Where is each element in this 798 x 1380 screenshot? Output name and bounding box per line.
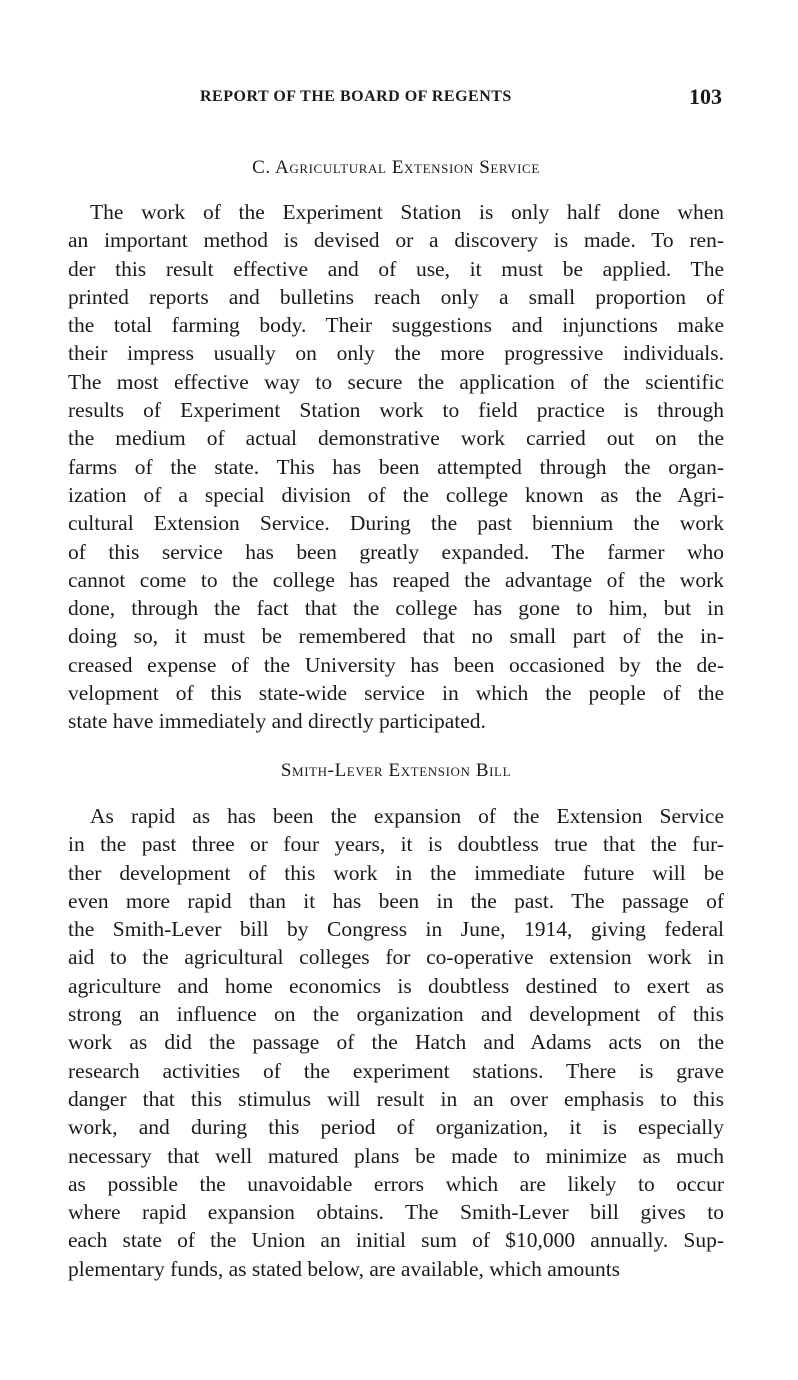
paragraph-agricultural-extension (68, 198, 724, 736)
text-line: farms of the state. This has been attempted through the organ- (68, 454, 724, 479)
text-line: state have immediately and directly participated. (68, 709, 486, 734)
text-line: research activities of the experiment stations. There is grave (68, 1058, 724, 1083)
text-line: The work of the Experiment Station is only half done when (90, 200, 724, 224)
text-line: ization of a special division of the college known as the Agri- (68, 482, 724, 507)
text-line: of this service has been greatly expanded. The farmer who (68, 539, 724, 564)
text-line: their impress usually on only the more progressive individuals. (68, 341, 724, 366)
text-line: necessary that well matured plans be made to minimize as much (68, 1143, 724, 1168)
page-header (68, 86, 724, 116)
text-line: cultural Extension Service. During the past biennium the work (68, 511, 724, 536)
text-line: strong an influence on the organization and development of this (68, 1002, 724, 1027)
page-number: 103 (689, 84, 722, 109)
text-line: agriculture and home economics is doubtless destined to exert as (68, 973, 724, 998)
text-line: as possible the unavoidable errors which are likely to occur (68, 1171, 724, 1196)
text-line: ther development of this work in the immediate future will be (68, 860, 724, 885)
text-line: the medium of actual demonstrative work carried out on the (68, 426, 724, 451)
text-line: doing so, it must be remembered that no small part of the in- (68, 624, 724, 649)
text-line: done, through the fact that the college has gone to him, but in (68, 596, 724, 621)
text-line: each state of the Union an initial sum of $10,000 annually. Sup- (68, 1228, 724, 1253)
text-line: printed reports and bulletins reach only a small proportion of (68, 284, 724, 309)
text-line: aid to the agricultural colleges for co-operative extension work in (68, 945, 724, 970)
text-line: results of Experiment Station work to field practice is through (68, 398, 724, 423)
text-line: an important method is devised or a discovery is made. To ren- (68, 228, 724, 253)
text-line: velopment of this state-wide service in which the people of the (68, 681, 724, 706)
section-heading-smith-lever: Smith-Lever Extension Bill (280, 760, 512, 781)
text-line: plementary funds, as stated below, are available, which amounts (68, 1256, 621, 1281)
text-line: creased expense of the University has been occasioned by the de- (68, 652, 724, 677)
text-line: The most effective way to secure the application of the scientific (68, 369, 724, 394)
text-line: the Smith-Lever bill by Congress in June, 1914, giving federal (68, 917, 724, 942)
text-line: where rapid expansion obtains. The Smith-Lever bill gives to (68, 1200, 724, 1225)
section-heading-agricultural-extension: C. Agricultural Extension Service (252, 157, 540, 178)
text-line: in the past three or four years, it is doubtless true that the fur- (68, 832, 724, 857)
text-line: work, and during this period of organization, it is especially (68, 1115, 724, 1140)
text-line: danger that this stimulus will result in an over emphasis to this (68, 1086, 724, 1111)
text-line: the total farming body. Their suggestions and injunctions make (68, 313, 724, 338)
text-line: work as did the passage of the Hatch and Adams acts on the (68, 1030, 724, 1055)
running-title: REPORT OF THE BOARD OF REGENTS (200, 88, 512, 105)
paragraph-smith-lever (68, 802, 724, 1283)
text-line: As rapid as has been the expansion of the Extension Service (90, 804, 724, 828)
text-line: even more rapid than it has been in the past. The passage of (68, 888, 724, 913)
text-line: cannot come to the college has reaped the advantage of the work (68, 567, 724, 592)
text-line: der this result effective and of use, it must be applied. The (68, 256, 724, 281)
